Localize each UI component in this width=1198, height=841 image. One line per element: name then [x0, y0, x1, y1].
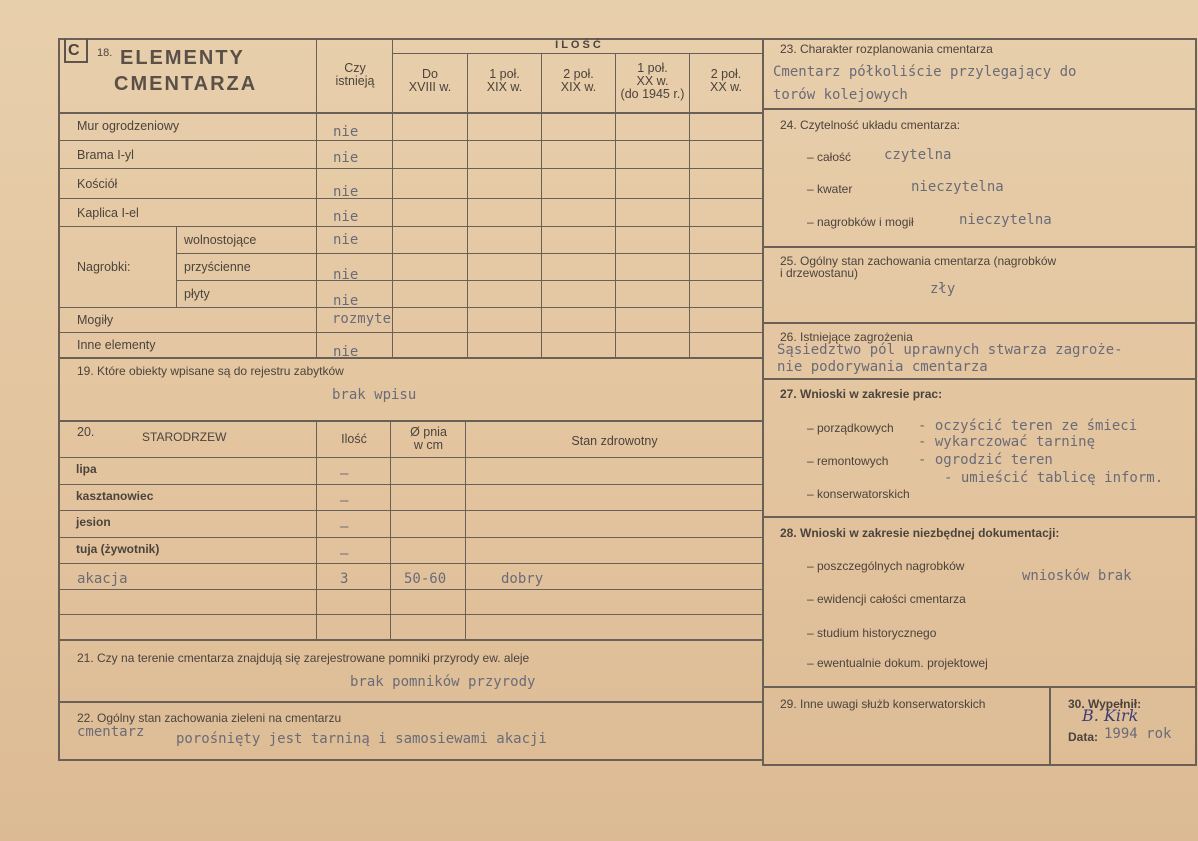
- rule: [1195, 38, 1197, 765]
- tree-qty-header: Ilość: [341, 432, 367, 446]
- rule: [762, 322, 1197, 324]
- documentation-item-4: – ewentualnie dokum. projektowej: [807, 656, 988, 670]
- tree-qty: –: [340, 546, 349, 562]
- rule: [58, 510, 762, 511]
- signature: B. Kirk: [1082, 706, 1139, 725]
- gravestones-label: Nagrobki:: [77, 260, 131, 274]
- quantity-period-header-l1: 2 poł.: [710, 67, 742, 81]
- rule: [58, 420, 764, 422]
- element-label: Brama I-yl: [77, 148, 134, 162]
- tree-diameter: 50-60: [404, 571, 447, 587]
- rule: [762, 378, 1197, 380]
- element-exists-value: nie: [333, 293, 359, 309]
- tree-health: dobry: [501, 571, 544, 587]
- rule: [58, 639, 764, 641]
- rule: [58, 701, 764, 703]
- rule: [390, 420, 391, 640]
- tree-qty: –: [340, 519, 349, 535]
- works-repair-label: – remontowych: [807, 454, 889, 468]
- page-title-line1: ELEMENTY: [120, 47, 245, 69]
- element-exists-value: nie: [333, 124, 359, 140]
- works-cleanup-label: – porządkowych: [807, 421, 894, 435]
- rule: [58, 537, 762, 538]
- legibility-quarters-value: nieczytelna: [911, 179, 1004, 195]
- element-label: Mur ogrodzeniowy: [77, 119, 180, 133]
- condition-label-1: 25. Ogólny stan zachowania cmentarza (nagrobków: [780, 254, 1057, 268]
- works-label: 27. Wnioski w zakresie prac:: [780, 387, 943, 401]
- rule: [58, 563, 762, 564]
- greenery-value-2: porośnięty jest tarniną i samosiewami akacji: [176, 731, 547, 747]
- registry-value: brak wpisu: [332, 387, 417, 403]
- works-value-3: - ogrodzić teren: [918, 452, 1053, 468]
- section-code: C: [68, 42, 80, 59]
- rule: [58, 112, 764, 114]
- rule: [58, 198, 762, 199]
- element-exists-value: nie: [333, 150, 359, 166]
- legibility-graves-value: nieczytelna: [959, 212, 1052, 228]
- quantity-period-header-l2: XIX w.: [486, 80, 523, 94]
- threats-value-2: nie podorywania cmentarza: [777, 359, 988, 375]
- threats-label: 26. Istniejące zagrożenia: [780, 330, 913, 344]
- quantity-period-header: [468, 68, 541, 94]
- rule: [762, 108, 1197, 110]
- layout-value-2: torów kolejowych: [773, 87, 908, 103]
- date-value: 1994 rok: [1104, 726, 1172, 742]
- works-value-4: - umieścić tablicę inform.: [944, 470, 1164, 486]
- rule: [392, 53, 762, 54]
- quantity-period-header: [393, 68, 467, 94]
- layout-value-1: Cmentarz półkoliście przylegający do: [773, 64, 1077, 80]
- old-trees-number: 20.: [77, 425, 95, 439]
- tree-qty: –: [340, 466, 349, 482]
- tree-name: jesion: [76, 515, 111, 529]
- rule: [58, 357, 764, 359]
- quantity-period-header-l2: XX w.: [636, 74, 669, 88]
- tree-name: akacja: [77, 571, 128, 587]
- rule: [58, 759, 764, 761]
- rule: [541, 53, 542, 358]
- rule: [58, 307, 762, 308]
- documentation-item-3: – studium historycznego: [807, 626, 937, 640]
- rule: [58, 484, 762, 485]
- element-label: Kościół: [77, 177, 118, 191]
- works-value-2: - wykarczować tarninę: [918, 434, 1096, 450]
- quantity-period-header-l3: (do 1945 r.): [620, 87, 685, 101]
- rule: [762, 38, 764, 765]
- legibility-quarters-label: – kwater: [807, 182, 853, 196]
- element-label: przyścienne: [184, 260, 251, 274]
- quantity-period-header-l2: XVIII w.: [408, 80, 452, 94]
- threats-value-1: Sąsiedztwo pól uprawnych stwarza zagroże-: [777, 342, 1123, 358]
- registry-label: 19. Które obiekty wpisane są do rejestru zabytków: [77, 364, 344, 378]
- rule: [58, 589, 762, 590]
- tree-qty: –: [340, 493, 349, 509]
- tree-name: lipa: [76, 462, 97, 476]
- element-exists-value: nie: [333, 232, 359, 248]
- date-label: Data:: [1068, 730, 1099, 744]
- greenery-value-1: cmentarz: [77, 724, 145, 740]
- tree-health-header: Stan zdrowotny: [571, 434, 658, 448]
- works-conservation-label: – konserwatorskich: [807, 487, 910, 501]
- rule: [176, 253, 762, 254]
- rule: [176, 226, 177, 307]
- other-remarks-label: 29. Inne uwagi służb konserwatorskich: [780, 697, 986, 711]
- tree-qty: 3: [340, 571, 349, 587]
- element-label: wolnostojące: [184, 233, 257, 247]
- element-exists-value: nie: [333, 209, 359, 225]
- exists-header-line2: istnieją: [335, 74, 375, 88]
- condition-value: zły: [930, 281, 956, 297]
- rule: [58, 168, 762, 169]
- element-exists-value: nie: [333, 184, 359, 200]
- quantity-period-header-l1: 1 poł.: [489, 67, 520, 81]
- works-value-1: - oczyścić teren ze śmieci: [918, 418, 1138, 434]
- element-exists-value: rozmyte: [332, 311, 392, 327]
- greenery-label: 22. Ogólny stan zachowania zieleni na cmentarzu: [77, 711, 342, 725]
- quantity-period-header-l1: 1 poł.: [637, 61, 668, 75]
- legibility-graves-label: – nagrobków i mogił: [807, 215, 914, 229]
- rule: [58, 332, 762, 333]
- element-label: Kaplica I-el: [77, 206, 139, 220]
- page-title-line2: CMENTARZA: [114, 73, 258, 95]
- section-number: 18.: [97, 47, 113, 59]
- rule: [689, 53, 690, 358]
- quantity-header: I L O Ś Ć: [555, 39, 601, 51]
- quantity-period-header: [616, 62, 689, 101]
- rule: [176, 280, 762, 281]
- tree-name: kasztanowiec: [76, 489, 154, 503]
- quantity-period-header-l2: XX w.: [710, 80, 742, 94]
- documentation-item-2: – ewidencji całości cmentarza: [807, 592, 966, 606]
- element-label: Mogiły: [77, 313, 114, 327]
- rule: [58, 457, 762, 458]
- rule: [58, 226, 762, 227]
- rule: [762, 764, 1197, 766]
- documentation-value: wniosków brak: [1022, 568, 1132, 584]
- element-label: Inne elementy: [77, 338, 156, 352]
- layout-label: 23. Charakter rozplanowania cmentarza: [780, 42, 993, 56]
- exists-header: [318, 62, 392, 88]
- rule: [762, 516, 1197, 518]
- legibility-whole-label: – całość: [807, 150, 852, 164]
- quantity-period-header-l1: Do: [422, 67, 438, 81]
- natural-monuments-value: brak pomników przyrody: [350, 674, 536, 690]
- quantity-period-header: [542, 68, 615, 94]
- rule: [465, 420, 466, 640]
- rule: [58, 614, 762, 615]
- tree-diameter-header-line1: Ø pnia: [410, 425, 447, 439]
- legibility-label: 24. Czytelność układu cmentarza:: [780, 118, 961, 132]
- quantity-period-header: [690, 68, 762, 94]
- rule: [467, 53, 468, 358]
- element-exists-value: nie: [333, 344, 359, 360]
- legibility-whole-value: czytelna: [884, 147, 952, 163]
- old-trees-title: STARODRZEW: [142, 430, 227, 444]
- rule: [58, 38, 60, 760]
- filled-by-label: 30. Wypełnił:: [1068, 697, 1142, 711]
- tree-name: tuja (żywotnik): [76, 542, 160, 556]
- rule: [316, 420, 317, 640]
- condition-label-2: i drzewostanu): [780, 266, 859, 280]
- element-label: płyty: [184, 287, 210, 301]
- quantity-period-header-l1: 2 poł.: [563, 67, 594, 81]
- documentation-label: 28. Wnioski w zakresie niezbędnej dokumentacji:: [780, 526, 1060, 540]
- element-exists-value: nie: [333, 267, 359, 283]
- exists-header-line1: Czy: [344, 61, 366, 75]
- documentation-item-1: – poszczególnych nagrobków: [807, 559, 965, 573]
- quantity-period-header-l2: XIX w.: [560, 80, 597, 94]
- rule: [762, 686, 1197, 688]
- rule: [58, 140, 762, 141]
- tree-diameter-header: [392, 426, 465, 452]
- tree-diameter-header-line2: w cm: [413, 438, 444, 452]
- natural-monuments-label: 21. Czy na terenie cmentarza znajdują się zarejestrowane pomniki przyrody ew. aleje: [77, 651, 530, 665]
- rule: [1049, 686, 1051, 765]
- rule: [762, 246, 1197, 248]
